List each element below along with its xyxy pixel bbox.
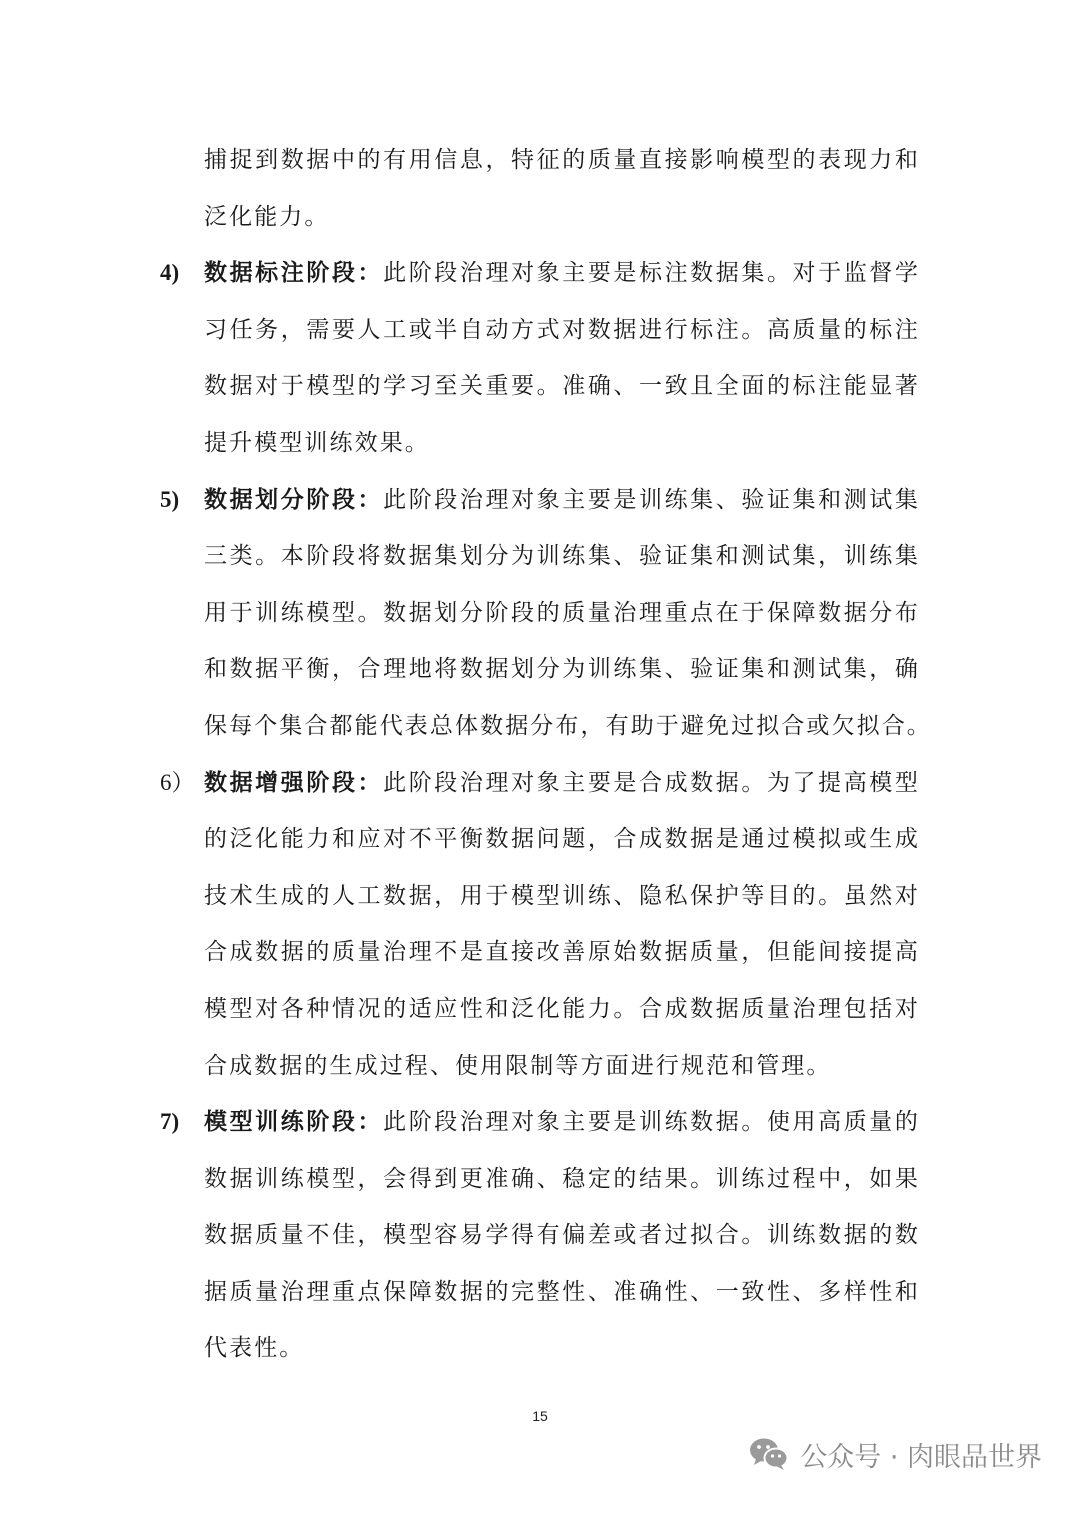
line-text: 捕捉到数据中的有用信息，特征的质量直接影响模型的表现力和 [204, 147, 920, 173]
section-heading: 数据划分阶段： [204, 485, 384, 513]
section-heading: 数据标注阶段： [204, 259, 384, 287]
list-marker: 6） [160, 769, 195, 795]
section-heading: 模型训练阶段： [204, 1108, 384, 1136]
text-line [160, 1151, 920, 1208]
text-line [160, 641, 920, 698]
line-text: 保每个集合都能代表总体数据分布，有助于避免过拟合或欠拟合。 [204, 712, 932, 739]
text-line [160, 1320, 920, 1377]
list-marker: 4) [160, 260, 180, 286]
text-line [160, 1094, 920, 1151]
line-text: 数据质量不佳，模型容易学得有偏差或者过拟合。训练数据的数 [204, 1222, 920, 1249]
text-line [160, 1038, 920, 1095]
document-body [160, 132, 932, 1377]
line-text: 用于训练模型。数据划分阶段的质量治理重点在于保障数据分布 [204, 599, 920, 626]
text-line [160, 189, 920, 246]
line-text: 合成数据的质量治理不是直接改善原始数据质量，但能间接提高 [204, 939, 920, 966]
text-line [160, 1207, 920, 1264]
watermark [748, 1432, 1042, 1476]
line-text: 技术生成的人工数据，用于模型训练、隐私保护等目的。虽然对 [204, 882, 920, 909]
line-text: 数据对于模型的学习至关重要。准确、一致且全面的标注能显著 [204, 373, 920, 400]
line-text: 此阶段治理对象主要是训练集、验证集和测试集 [383, 486, 920, 513]
text-line [160, 698, 932, 755]
line-text: 泛化能力。 [204, 203, 330, 230]
text-line [160, 132, 920, 189]
paragraph [160, 755, 920, 1095]
section-heading: 数据增强阶段： [204, 768, 384, 796]
paragraph [160, 472, 932, 755]
text-line [160, 245, 920, 302]
text-line [160, 981, 920, 1038]
line-text: 合成数据的生成过程、使用限制等方面进行规范和管理。 [204, 1052, 832, 1079]
line-text: 提升模型训练效果。 [204, 429, 430, 456]
line-text: 三类。本阶段将数据集划分为训练集、验证集和测试集，训练集 [204, 543, 920, 570]
paragraph [160, 245, 920, 471]
line-text: 的泛化能力和应对不平衡数据问题，合成数据是通过模拟或生成 [204, 826, 920, 853]
text-line [160, 755, 920, 812]
text-line [160, 302, 920, 359]
text-line [160, 415, 920, 472]
line-text: 和数据平衡，合理地将数据划分为训练集、验证集和测试集，确 [204, 656, 920, 683]
text-line [160, 358, 920, 415]
line-text: 数据训练模型，会得到更准确、稳定的结果。训练过程中，如果 [204, 1165, 920, 1192]
paragraph [160, 132, 920, 245]
line-text: 据质量治理重点保障数据的完整性、准确性、一致性、多样性和 [204, 1278, 920, 1305]
paragraph [160, 1094, 920, 1377]
list-marker: 7) [160, 1109, 180, 1135]
line-text: 此阶段治理对象主要是标注数据集。对于监督学 [383, 260, 920, 287]
line-text: 习任务，需要人工或半自动方式对数据进行标注。高质量的标注 [204, 316, 920, 343]
list-marker: 5) [160, 486, 180, 512]
text-line [160, 585, 920, 642]
watermark-text: 公众号 · 肉眼品世界 [800, 1441, 1042, 1473]
line-text: 模型对各种情况的适应性和泛化能力。合成数据质量治理包括对 [204, 995, 920, 1022]
wechat-icon [748, 1436, 790, 1472]
text-line [160, 528, 920, 585]
line-text: 此阶段治理对象主要是训练数据。使用高质量的 [383, 1109, 920, 1136]
line-text: 此阶段治理对象主要是合成数据。为了提高模型 [383, 769, 920, 796]
line-text: 代表性。 [204, 1335, 305, 1362]
text-line [160, 924, 920, 981]
text-line [160, 868, 920, 925]
text-line [160, 811, 920, 868]
text-line [160, 1264, 920, 1321]
page-number: 15 [532, 1408, 548, 1424]
text-line [160, 472, 920, 529]
